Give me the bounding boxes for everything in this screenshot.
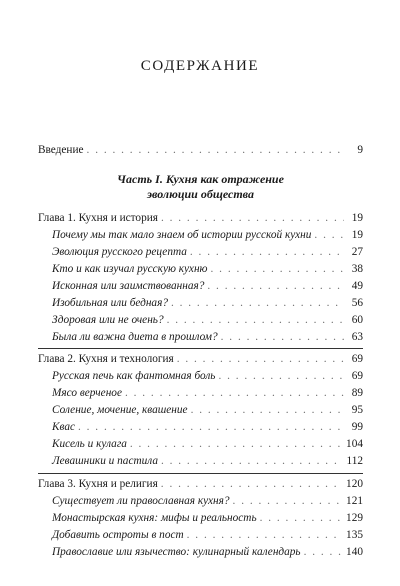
dot-leader [260,511,343,525]
toc-entry[interactable] [52,545,363,559]
toc-entry-label: Монастырская кухня: мифы и реальность [52,512,257,524]
toc-entry[interactable] [52,420,363,434]
toc-entry-label: Квас [52,421,75,433]
dot-leader [161,211,344,225]
toc-chapter-3[interactable] [38,477,363,491]
toc-entry[interactable] [52,313,363,327]
dot-leader [130,437,343,451]
dot-leader [167,313,344,327]
dot-leader [304,545,343,559]
part-title-line: Часть I. Кухня как отражение [117,172,284,186]
toc-entry-label: Добавить остроты в пост [52,529,184,541]
part-title [38,172,363,201]
toc-page-number: 19 [351,229,363,241]
toc-entry-label: Соление, мочение, квашение [52,404,188,416]
toc-entry-label: Здоровая или не очень? [52,314,164,326]
dot-leader [78,420,344,434]
toc-page-number: 95 [351,404,363,416]
page-title: СОДЕРЖАНИЕ [140,58,260,74]
section-divider [38,473,363,474]
toc-entry[interactable] [52,494,363,508]
toc-chapter-2[interactable] [38,352,363,366]
toc-entry-label: Была ли важна диета в прошлом? [52,331,218,343]
toc-entry-label: Изобильная или бедная? [52,297,168,309]
toc-page-number: 69 [351,370,363,382]
dot-leader [177,352,344,366]
toc-entry-label: Введение [38,144,84,156]
toc-entry[interactable] [52,437,363,451]
toc-page-number: 89 [351,387,363,399]
toc-entry-label: Кисель и кулага [52,438,127,450]
part-title-line: эволюции общества [147,186,254,201]
section-divider [38,348,363,349]
toc-chapter-1[interactable] [38,211,363,225]
chapter-label: Глава 2. Кухня и технология [38,353,174,365]
toc-page-number: 38 [351,263,363,275]
toc-entry-label: Кто и как изучал русскую кухню [52,263,208,275]
toc-page-number: 129 [346,512,363,524]
dot-leader [218,369,344,383]
toc-entry-label: Левашники и пастила [52,455,158,467]
toc-page-number: 19 [351,212,363,224]
dot-leader [211,262,344,276]
toc-page-number: 140 [346,546,363,558]
dot-leader [221,330,344,344]
toc-entry[interactable] [52,245,363,259]
toc-page-number: 56 [351,297,363,309]
toc-entry[interactable] [52,454,363,468]
chapter-label: Глава 3. Кухня и религия [38,478,158,490]
toc-entry[interactable] [52,228,363,242]
dot-leader [233,494,344,508]
toc-entry-intro[interactable] [38,143,363,157]
dot-leader [161,477,343,491]
toc-entry[interactable] [52,296,363,310]
toc-entry[interactable] [52,511,363,525]
toc-entry-label: Эволюция русского рецепта [52,246,187,258]
toc-page-number: 49 [351,280,363,292]
toc-page-number: 112 [346,455,363,467]
dot-leader [190,245,344,259]
toc-page-number: 120 [346,478,363,490]
toc-page-number: 60 [351,314,363,326]
toc-page-number: 99 [351,421,363,433]
toc-entry-label: Исконная или заимствованная? [52,280,205,292]
toc-page-number: 63 [351,331,363,343]
chapter-label: Глава 1. Кухня и история [38,212,158,224]
toc-entry[interactable] [52,386,363,400]
toc-entry[interactable] [52,403,363,417]
toc-entry[interactable] [52,330,363,344]
toc-page-number: 9 [357,144,363,156]
toc-entry[interactable] [52,262,363,276]
toc-entry[interactable] [52,528,363,542]
toc-entry-label: Существует ли православная кухня? [52,495,230,507]
dot-leader [171,296,344,310]
toc-entry-label: Мясо верченое [52,387,122,399]
toc-page-number: 27 [351,246,363,258]
dot-leader [87,143,344,157]
toc-entry-label: Православие или язычество: кулинарный календарь [52,546,301,558]
toc-entry[interactable] [52,369,363,383]
toc-page-number: 135 [346,529,363,541]
dot-leader [161,454,343,468]
dot-leader [314,228,344,242]
toc-page-number: 104 [346,438,363,450]
toc-entry-label: Русская печь как фантомная боль [52,370,216,382]
dot-leader [187,528,343,542]
toc-entry-label: Почему мы так мало знаем об истории русской кухни [52,229,312,241]
toc-page-number: 121 [346,495,363,507]
dot-leader [207,279,344,293]
dot-leader [125,386,344,400]
toc-entry[interactable] [52,279,363,293]
dot-leader [191,403,344,417]
toc-page-number: 69 [351,353,363,365]
